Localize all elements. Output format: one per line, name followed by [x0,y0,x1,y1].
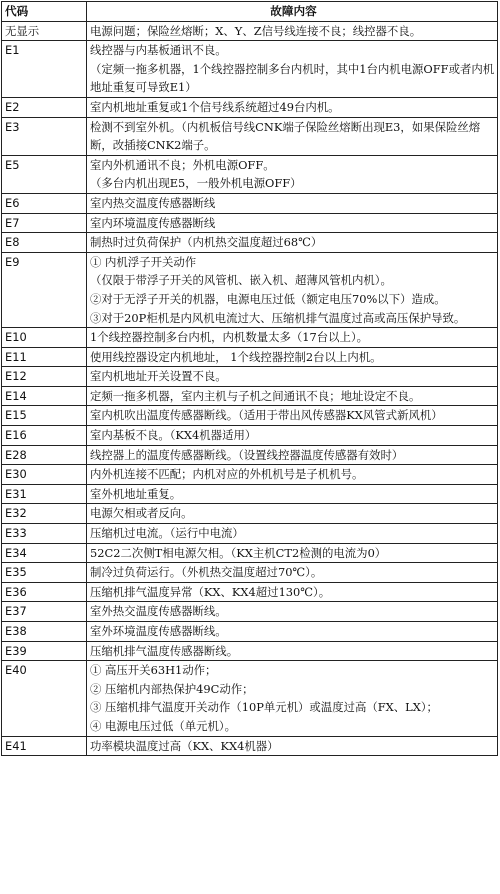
error-code-cell: E11 [2,347,87,367]
table-row [2,602,498,622]
table-row [2,367,498,387]
error-code-cell: E31 [2,484,87,504]
table-row [2,328,498,348]
table-row [2,484,498,504]
fault-description-line: 室内基板不良。（KX4机器适用） [90,428,257,443]
table-row [2,582,498,602]
fault-description-line: 室内机地址重复或1个信号线系统超过49台内机。 [90,99,340,114]
fault-description-line: 室内热交温度传感器断线 [90,195,216,210]
error-code-cell: E2 [2,97,87,117]
error-code-cell: E10 [2,328,87,348]
fault-description-cell [87,97,498,117]
table-row [2,41,498,98]
fault-description-line: 制冷过负荷运行。（外机热交温度超过70℃）。 [90,565,323,580]
fault-description-line: 室外环境温度传感器断线。 [90,624,227,638]
table-row [2,97,498,117]
error-code-cell: E15 [2,406,87,426]
table-row [2,641,498,661]
fault-description-cell [87,386,498,406]
fault-description-line: 压缩机排气温度异常（KX、KX4超过130℃）。 [90,584,331,599]
fault-description-line: 室内外机通讯不良；外机电源OFF。 [90,157,275,172]
error-code-cell: E40 [2,661,87,736]
error-code-cell: E35 [2,563,87,583]
fault-description-cell [87,21,498,41]
fault-description-line: 52C2二次侧T相电源欠相。（KX主机CT2检测的电流为0） [90,545,387,560]
error-code-cell: E16 [2,426,87,446]
fault-description-cell [87,484,498,504]
header-description: 故障内容 [87,2,498,22]
fault-description-cell [87,426,498,446]
fault-description-cell [87,328,498,348]
error-code-cell: E38 [2,622,87,642]
fault-description-cell [87,543,498,563]
header-code: 代码 [2,2,87,22]
fault-description-cell [87,465,498,485]
table-row [2,252,498,327]
error-code-cell: E30 [2,465,87,485]
fault-description-line: 内外机连接不匹配；内机对应的外机机号是子机机号。 [90,467,364,482]
error-code-cell: E41 [2,736,87,756]
table-row [2,386,498,406]
error-code-cell: E9 [2,252,87,327]
fault-description-line: 电源欠相或者反向。 [90,506,193,521]
fault-description-line: ③ 压缩机排气温度开关动作（10P单元机）或温度过高（FX、LX）； [90,700,438,715]
fault-description-line: 功率模块温度过高（KX、KX4机器） [90,738,279,753]
error-code-cell: E8 [2,233,87,253]
fault-description-line: 室内机吹出温度传感器断线。（适用于带出风传感器KX风管式新风机） [90,408,443,423]
table-row [2,563,498,583]
fault-description-cell [87,582,498,602]
fault-description-line: 检测不到室外机。（内机板信号线CNK端子保险丝熔断出现E3，如果保险丝熔断，改插接CNK2端子。 [90,119,481,153]
fault-description-cell [87,445,498,465]
table-body [2,21,498,756]
fault-description-cell [87,524,498,544]
fault-description-line: ③对于20P柜机是内风机电流过大、压缩机排气温度过高或高压保护导致。 [90,310,466,325]
fault-description-line: ① 内机浮子开关动作 [90,254,197,269]
fault-description-cell [87,406,498,426]
fault-description-line: 压缩机过电流。（运行中电流） [90,526,244,541]
table-row [2,543,498,563]
fault-description-cell [87,117,498,155]
fault-description-cell [87,252,498,327]
fault-description-line: 电源问题；保险丝熔断；X、Y、Z信号线连接不良；线控器不良。 [90,23,422,38]
fault-description-cell [87,41,498,98]
error-code-cell: E39 [2,641,87,661]
error-code-cell: E1 [2,41,87,98]
fault-description-line: （多台内机出现E5，一般外机电源OFF） [90,176,302,191]
table-row [2,445,498,465]
fault-description-cell [87,504,498,524]
error-code-cell: E3 [2,117,87,155]
fault-description-line: 压缩机排气温度传感器断线。 [90,643,239,658]
fault-description-line: 1个线控器控制多台内机，内机数量太多（17台以上）。 [90,330,369,345]
fault-description-cell [87,193,498,213]
fault-description-cell [87,155,498,193]
error-code-cell: E33 [2,524,87,544]
fault-description-line: ② 压缩机内部热保护49C动作； [90,681,254,696]
table-row [2,736,498,756]
fault-description-cell [87,213,498,233]
error-code-table [1,1,498,756]
fault-description-cell [87,661,498,736]
fault-description-cell [87,347,498,367]
fault-description-cell [87,736,498,756]
table-row [2,406,498,426]
error-code-cell: E37 [2,602,87,622]
fault-description-line: （仅限于带浮子开关的风管机、嵌入机、超薄风管机内机）。 [90,273,392,288]
fault-description-line: 室外机地址重复。 [90,486,182,501]
error-code-cell: E7 [2,213,87,233]
table-row [2,661,498,736]
fault-description-line: 室内机地址开关设置不良。 [90,369,227,384]
error-code-cell: E12 [2,367,87,387]
table-row [2,117,498,155]
error-code-cell: E36 [2,582,87,602]
table-row [2,193,498,213]
fault-description-line: 室外热交温度传感器断线。 [90,604,227,619]
table-row [2,233,498,253]
fault-description-line: ②对于无浮子开关的机器，电源电压过低（额定电压70%以下）造成。 [90,291,446,306]
table-row [2,347,498,367]
error-code-cell: E28 [2,445,87,465]
table-row [2,504,498,524]
fault-description-line: ④ 电源电压过低（单元机）。 [90,718,236,733]
table-row [2,155,498,193]
fault-description-cell [87,641,498,661]
error-code-cell: E5 [2,155,87,193]
table-row [2,21,498,41]
fault-description-cell [87,622,498,642]
fault-description-line: 制热时过负荷保护（内机热交温度超过68℃） [90,235,323,250]
error-code-cell: E6 [2,193,87,213]
error-code-cell: 无显示 [2,21,87,41]
table-row [2,426,498,446]
fault-description-line: ① 高压开关63H1动作； [90,663,217,678]
fault-description-line: 线控器上的温度传感器断线。（设置线控器温度传感器有效时） [90,447,404,462]
fault-description-line: 室内环境温度传感器断线 [90,215,216,230]
error-code-cell: E14 [2,386,87,406]
table-row [2,213,498,233]
fault-description-cell [87,367,498,387]
fault-description-cell [87,233,498,253]
table-row [2,622,498,642]
error-code-cell: E32 [2,504,87,524]
fault-description-cell [87,563,498,583]
fault-description-line: 线控器与内基板通讯不良。 [90,43,227,58]
error-code-cell: E34 [2,543,87,563]
header-row [2,2,498,22]
table-row [2,524,498,544]
table-row [2,465,498,485]
fault-description-line: 使用线控器设定内机地址， 1个线控器控制2台以上内机。 [90,349,382,364]
fault-description-line: 定频一拖多机器，室内主机与子机之间通讯不良；地址设定不良。 [90,388,421,403]
fault-description-cell [87,602,498,622]
fault-description-line: （定频一拖多机器，1个线控器控制多台内机时，其中1台内机电源OFF或者内机地址重复可导致E1） [90,61,495,95]
